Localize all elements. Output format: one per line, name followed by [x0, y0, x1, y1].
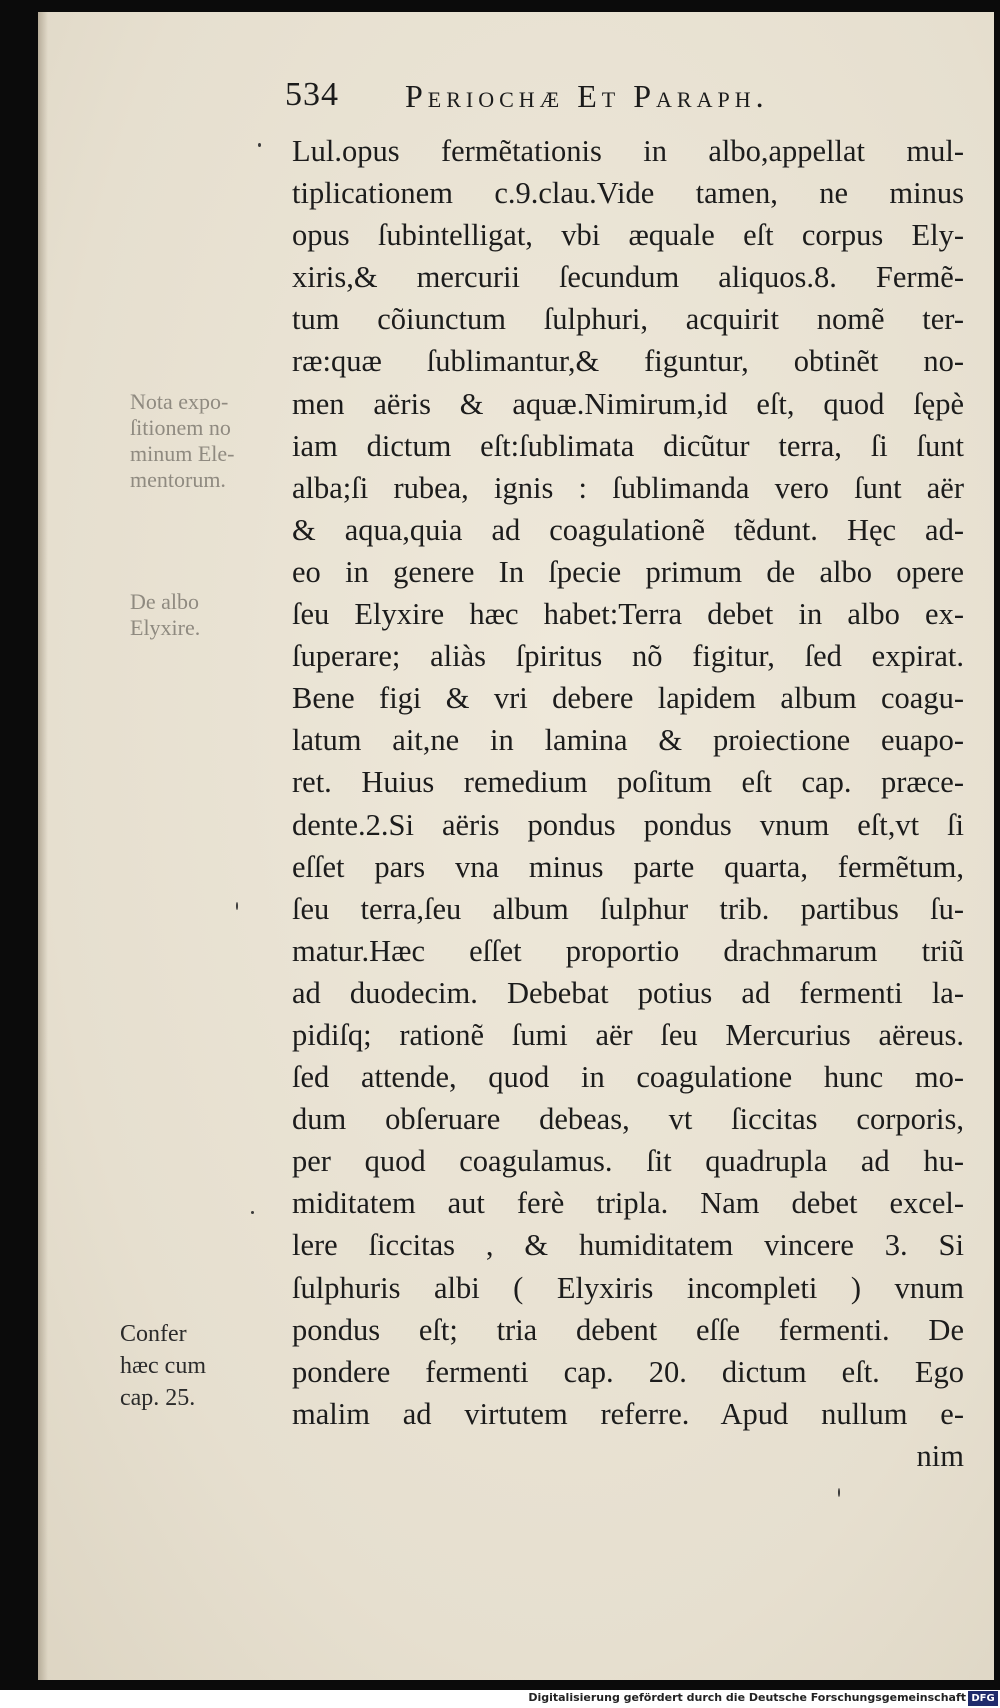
- margin-note-white-elixir: [130, 589, 200, 641]
- text-line: eo in genere In ſpecie primum de albo opere: [292, 554, 964, 589]
- text-line: men aëris & aquæ.Nimirum,id eſt, quod ſępè: [292, 386, 964, 421]
- text-line: ſed attende, quod in coagulatione hunc mo-: [292, 1060, 964, 1095]
- text-line: tiplicationem c.9.clau.Vide tamen, ne minus: [292, 176, 964, 211]
- margin-note-line: Nota expo-: [130, 389, 229, 414]
- text-line: per quod coagulamus. ſit quadrupla ad hu-: [292, 1144, 964, 1179]
- page-gutter-shadow: [38, 12, 48, 1680]
- digitization-footer: [0, 1690, 1000, 1708]
- body-text: [292, 130, 964, 1477]
- text-line: & aqua,quia ad coagulationẽ tẽdunt. Hęc ad-: [292, 512, 964, 547]
- margin-note-line: minum Ele-: [130, 441, 235, 466]
- margin-note-line: mentorum.: [130, 467, 226, 492]
- text-line: Lul.opus fermẽtationis in albo,appellat mul-: [292, 134, 964, 168]
- text-line: ret. Huius remedium poſitum eſt cap. præce-: [292, 765, 964, 800]
- funding-credit: Digitalisierung gefördert durch die Deutsche Forschungsgemeinschaft: [528, 1691, 966, 1704]
- margin-note-line: ſitionem no: [130, 415, 231, 440]
- text-line: eſſet pars vna minus parte quarta, fermẽtum,: [292, 849, 964, 884]
- text-line: ræ:quæ ſublimantur,& figuntur, obtinẽt no-: [292, 344, 964, 379]
- margin-note-line: hæc cum: [120, 1353, 206, 1379]
- ink-speck: [838, 1488, 840, 1497]
- text-line: dente.2.Si aëris pondus pondus vnum eſt,vt ſi: [292, 807, 964, 842]
- page-number: 534: [285, 76, 339, 113]
- ink-speck: [251, 1211, 254, 1214]
- text-line: ſeu terra,ſeu album ſulphur trib. partibus ſu-: [292, 891, 964, 926]
- text-line: ſuperare; aliàs ſpiritus nõ figitur, ſed expirat.: [292, 639, 964, 674]
- text-line: pondere fermenti cap. 20. dictum eſt. Ego: [292, 1354, 964, 1389]
- text-line: ſulphuris albi ( Elyxiris incompleti ) vnum: [292, 1270, 964, 1305]
- text-line: Bene figi & vri debere lapidem album coagu-: [292, 681, 964, 716]
- text-line: dum obſeruare debeas, vt ſiccitas corporis,: [292, 1102, 964, 1137]
- text-line: alba;ſi rubea, ignis : ſublimanda vero ſunt aër: [292, 470, 964, 505]
- text-line: tum cõiunctum ſulphuri, acquirit nomẽ ter-: [292, 302, 964, 337]
- catchword-line: nim: [916, 1438, 964, 1473]
- text-line: lere ſiccitas , & humiditatem vincere 3. Si: [292, 1228, 964, 1263]
- margin-note-line: Elyxire.: [130, 615, 201, 640]
- text-line: miditatem aut ferè tripla. Nam debet excel-: [292, 1186, 964, 1221]
- text-line: pidiſq; rationẽ ſumi aër ſeu Mercurius aëreus.: [292, 1017, 964, 1052]
- margin-note-line: De albo: [130, 589, 200, 614]
- text-line: iam dictum eſt:ſublimata dicũtur terra, ſi ſunt: [292, 428, 964, 463]
- page-header: [285, 76, 925, 120]
- margin-note-cross-reference: [120, 1318, 206, 1414]
- margin-note-line: cap. 25.: [120, 1385, 196, 1411]
- running-head: Periochæ Et Paraph.: [405, 78, 769, 114]
- text-line: latum ait,ne in lamina & proiectione euapo-: [292, 723, 964, 758]
- margin-note-line: Confer: [120, 1321, 187, 1347]
- margin-note-elements: [130, 389, 234, 493]
- ink-speck: [236, 902, 238, 910]
- text-line: ſeu Elyxire hæc habet:Terra debet in albo ex-: [292, 597, 964, 632]
- text-line: matur.Hæc eſſet proportio drachmarum triũ: [292, 933, 964, 968]
- text-line: ad duodecim. Debebat potius ad fermenti la-: [292, 975, 964, 1010]
- dfg-logo: DFG: [968, 1691, 998, 1706]
- ink-speck: [258, 143, 261, 147]
- text-line: pondus eſt; tria debent eſſe fermenti. De: [292, 1312, 964, 1347]
- text-line: opus ſubintelligat, vbi æquale eſt corpus Ely-: [292, 218, 964, 253]
- text-line: malim ad virtutem referre. Apud nullum e-: [292, 1396, 964, 1431]
- text-line: xiris,& mercurii ſecundum aliquos.8. Fermẽ-: [292, 260, 964, 295]
